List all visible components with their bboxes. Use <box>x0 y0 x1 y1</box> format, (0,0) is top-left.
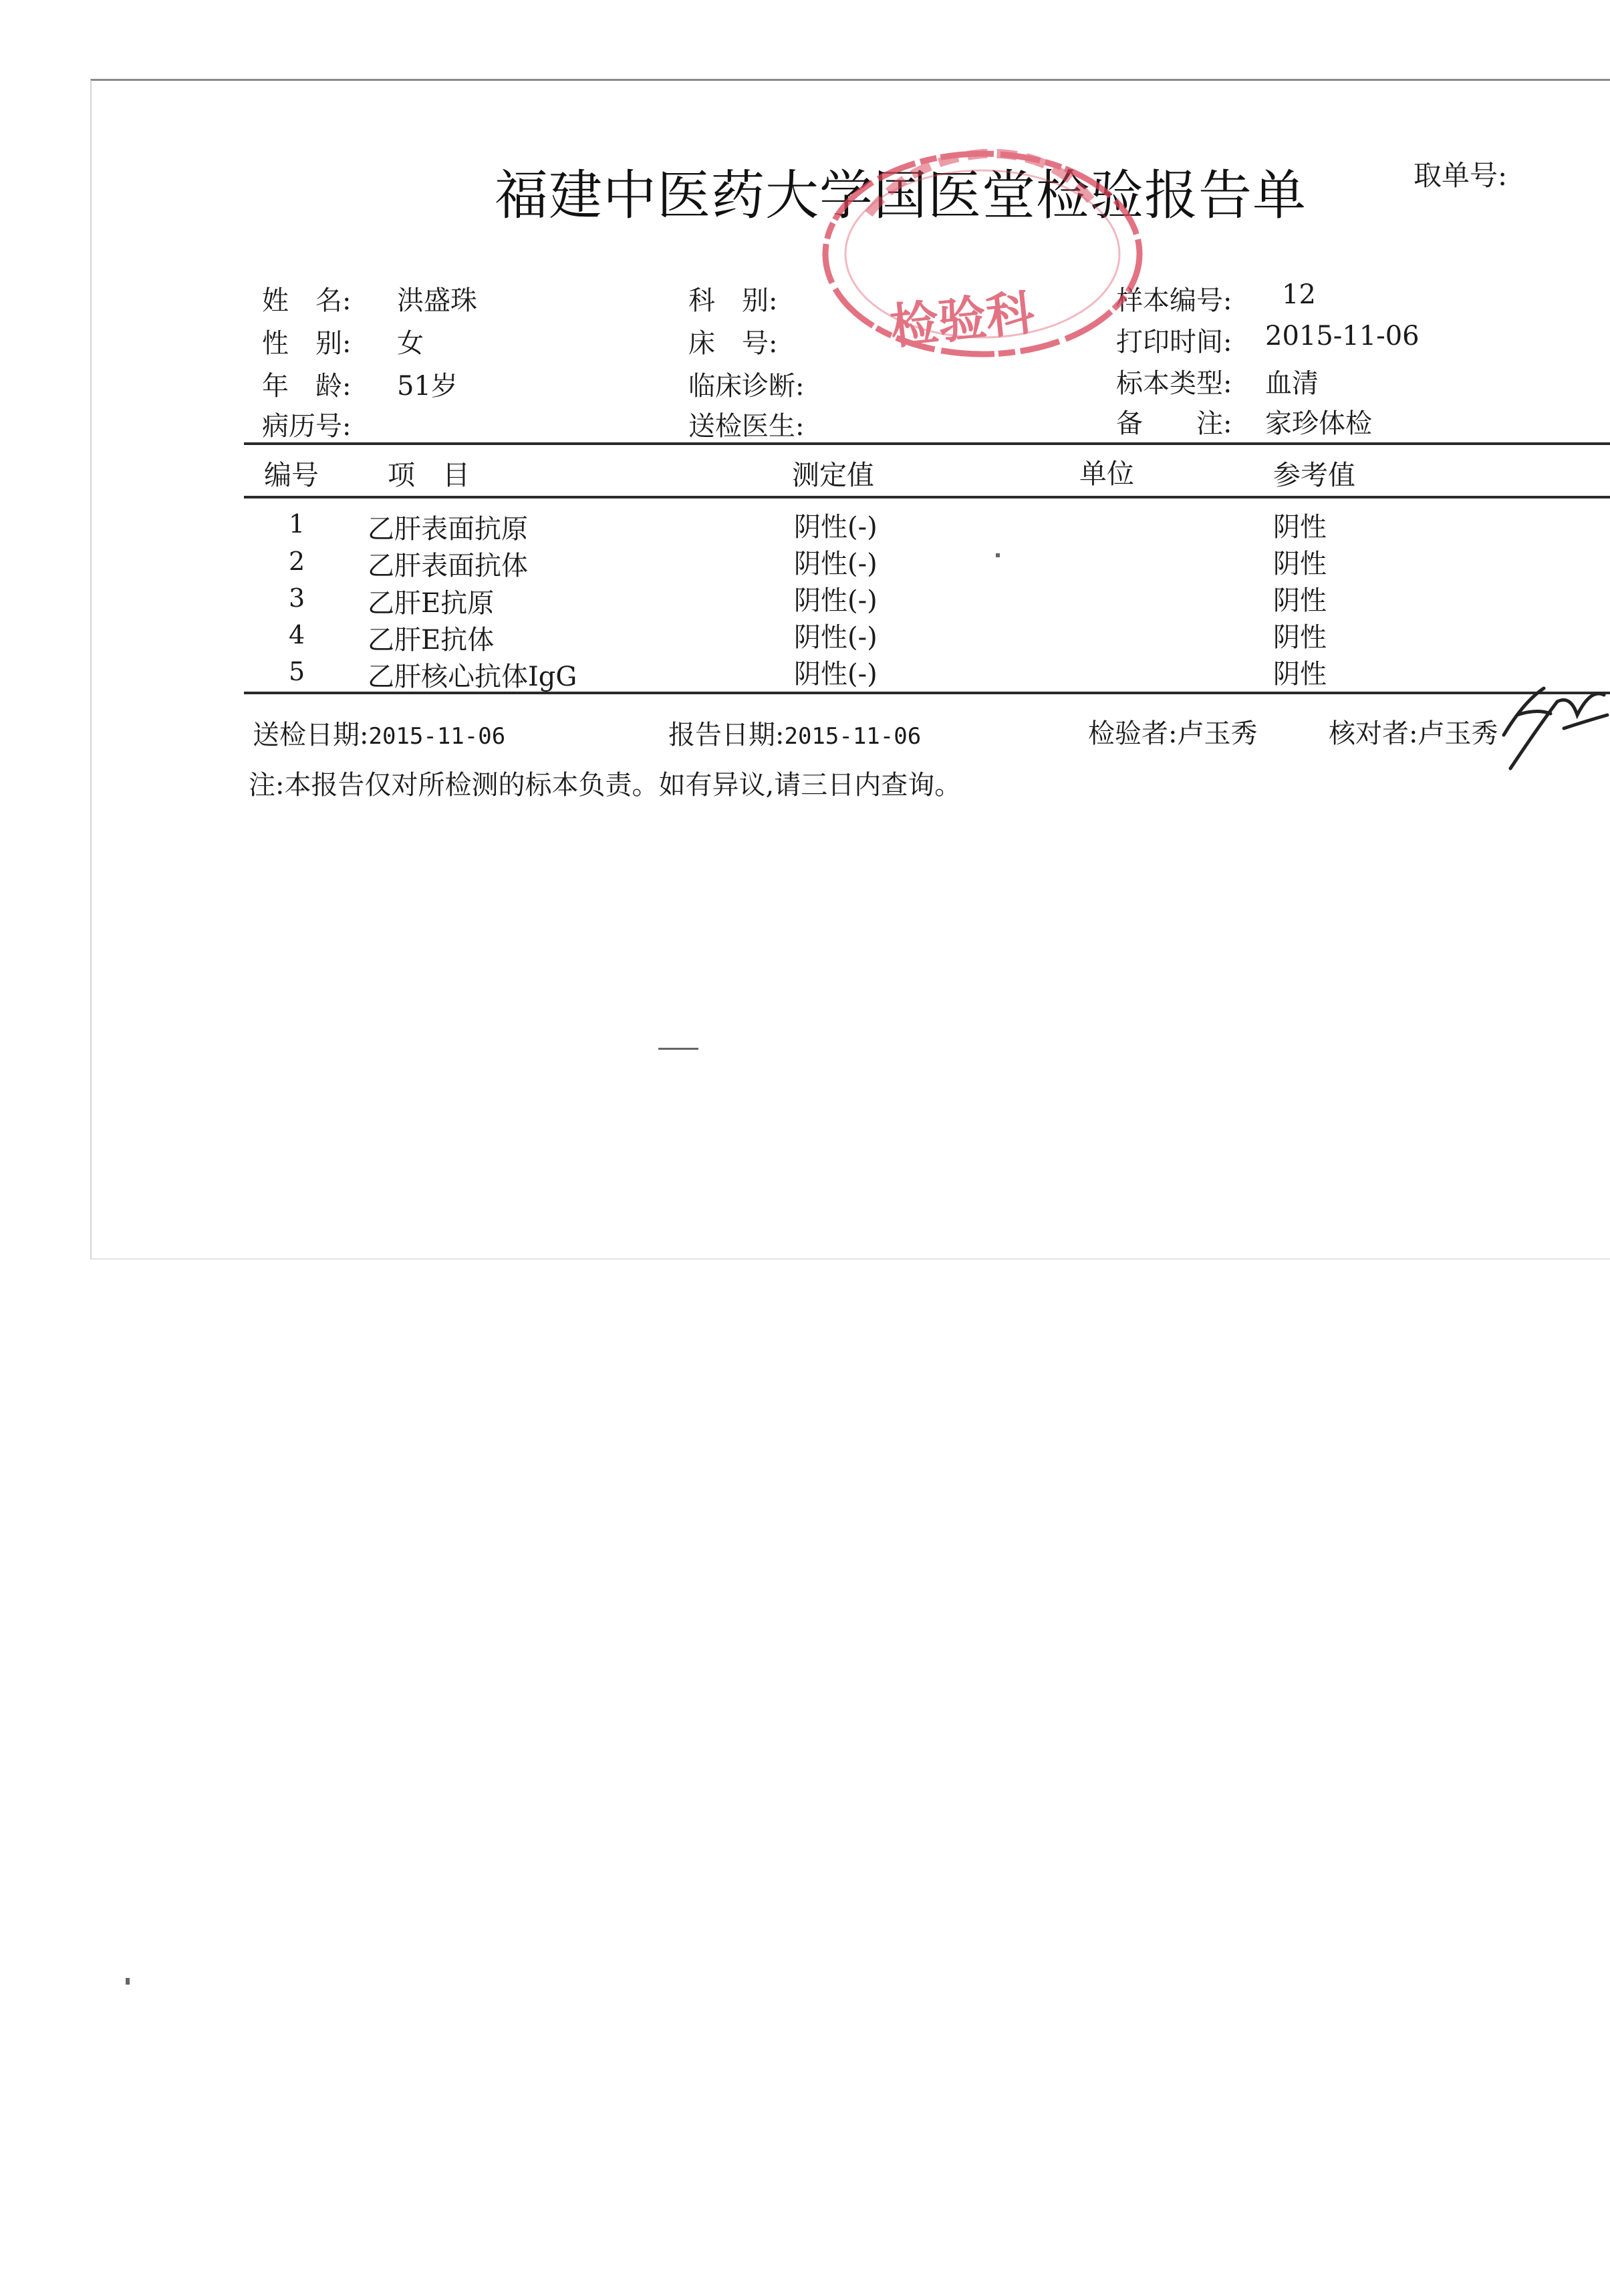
sample-number-label: 样本编号: <box>1116 285 1232 316</box>
tester <box>1088 712 1257 750</box>
scan-speck <box>126 1978 130 1985</box>
send-date-value: 2015-11-06 <box>368 723 506 750</box>
svg-text:检验科: 检验科 <box>887 284 1037 355</box>
table-row-reference: 阴性 <box>1273 549 1327 579</box>
column-header-result: 测定值 <box>792 459 874 491</box>
table-row-number: 2 <box>289 547 305 576</box>
table-row-reference: 阴性 <box>1273 622 1327 653</box>
scan-speck <box>658 1048 698 1050</box>
table-row-result: 阴性(-) <box>794 622 878 653</box>
pickup-number-label: 取单号: <box>1414 159 1508 192</box>
sex-value: 女 <box>397 328 424 359</box>
remark-value: 家珍体检 <box>1265 408 1372 439</box>
send-date-label: 送检日期: <box>253 720 369 750</box>
column-header-item: 项 目 <box>388 459 470 491</box>
table-row-number: 5 <box>289 657 305 686</box>
remark-label: 备 注: <box>1116 408 1232 439</box>
table-header-rule <box>244 496 1610 498</box>
column-header-unit: 单位 <box>1079 458 1134 490</box>
table-top-rule <box>244 442 1610 445</box>
document-title: 福建中医药大学国医堂检验报告单 <box>495 164 1307 227</box>
sample-number-value: 12 <box>1282 279 1316 310</box>
print-time-label: 打印时间: <box>1116 327 1232 357</box>
diagnosis-label: 临床诊断: <box>688 371 805 402</box>
record-number-label: 病历号: <box>262 411 352 442</box>
send-date <box>253 714 505 752</box>
table-row-reference: 阴性 <box>1273 585 1327 616</box>
table-row-item: 乙肝表面抗原 <box>368 514 528 545</box>
stamp-icon <box>809 134 1156 388</box>
doctor-label: 送检医生: <box>688 411 805 442</box>
table-row-result: 阴性(-) <box>794 585 878 616</box>
disclaimer-note: 注:本报告仅对所检测的标本负责。如有异议,请三日内查询。 <box>249 770 962 801</box>
table-row-result: 阴性(-) <box>794 512 878 543</box>
table-row-number: 3 <box>289 583 305 613</box>
age-label: 年 龄: <box>262 371 352 402</box>
report-date-label: 报告日期: <box>668 720 785 750</box>
checker <box>1329 712 1498 750</box>
table-row-result: 阴性(-) <box>794 549 878 579</box>
table-row-number: 1 <box>289 509 305 539</box>
table-row-item: 乙肝表面抗体 <box>368 551 528 581</box>
sex-label: 性 别: <box>262 328 352 359</box>
report-date-value: 2015-11-06 <box>784 723 922 750</box>
tester-label: 检验者: <box>1088 718 1178 749</box>
table-row-item: 乙肝E抗体 <box>368 625 495 656</box>
signature-icon <box>1497 675 1610 782</box>
table-row-item: 乙肝核心抗体IgG <box>368 662 577 692</box>
name-label: 姓 名: <box>262 285 352 316</box>
column-header-reference: 参考值 <box>1273 459 1355 491</box>
scan-speck <box>996 553 1000 557</box>
checker-value: 卢玉秀 <box>1418 718 1498 749</box>
table-row-item: 乙肝E抗原 <box>368 588 495 619</box>
specimen-type-value: 血清 <box>1265 368 1319 399</box>
report-date <box>668 714 921 752</box>
print-time-value: 2015-11-06 <box>1265 321 1420 351</box>
specimen-type-label: 标本类型: <box>1116 368 1232 399</box>
checker-label: 核对者: <box>1329 718 1418 749</box>
table-row-result: 阴性(-) <box>794 659 878 690</box>
tester-value: 卢玉秀 <box>1177 718 1258 749</box>
table-row-reference: 阴性 <box>1273 512 1327 543</box>
department-label: 科 别: <box>688 285 778 316</box>
column-header-number: 编号 <box>264 459 319 491</box>
bed-number-label: 床 号: <box>688 328 778 359</box>
age-value: 51岁 <box>397 371 458 402</box>
table-row-number: 4 <box>289 620 305 650</box>
table-row-reference: 阴性 <box>1273 659 1327 690</box>
name-value: 洪盛珠 <box>397 285 477 316</box>
